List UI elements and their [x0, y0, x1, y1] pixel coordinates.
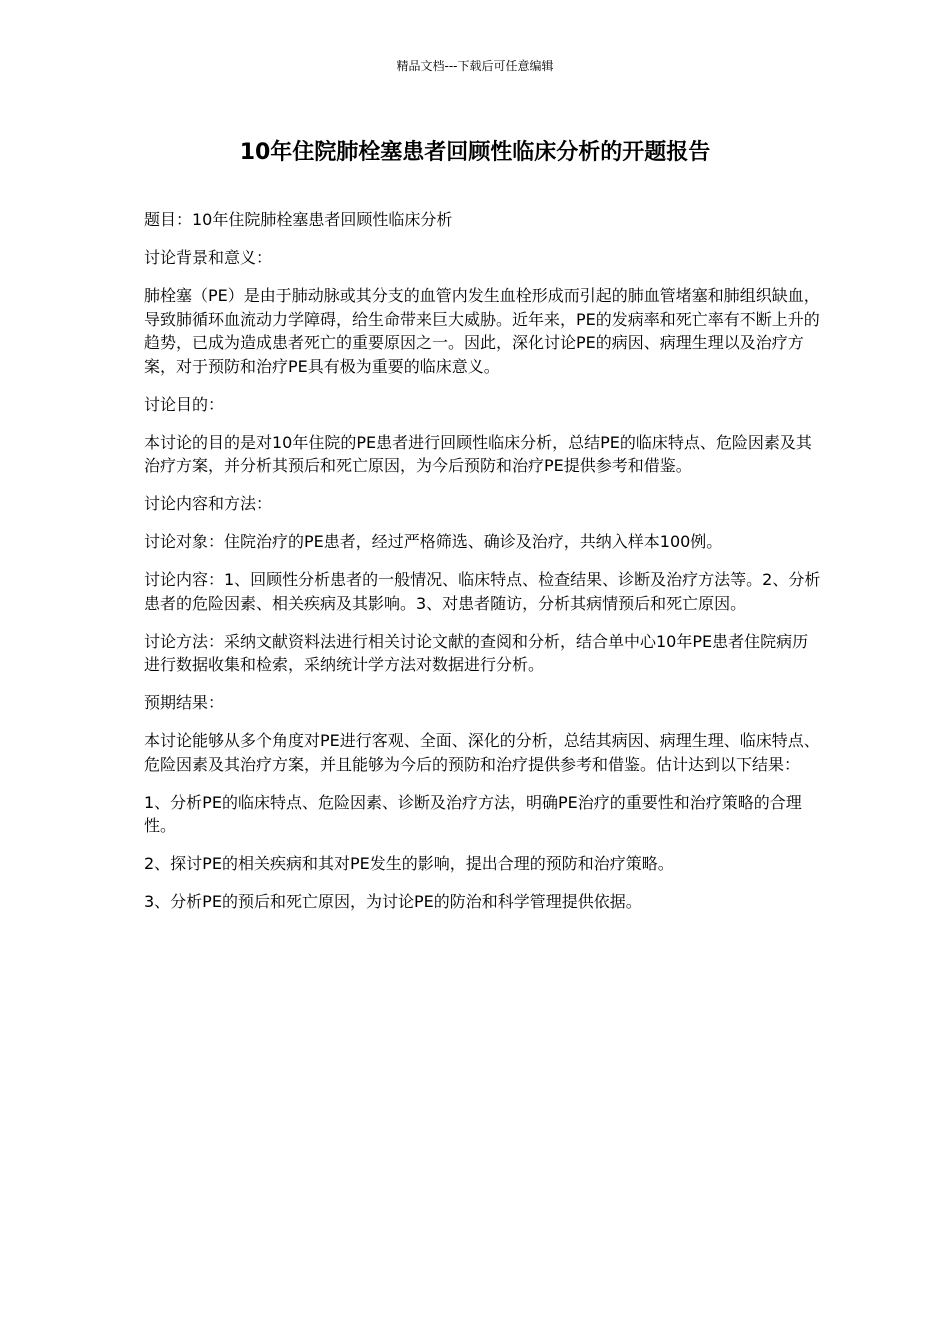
- document-body: [144, 208, 824, 928]
- paragraph-expected-results: 本讨论能够从多个角度对PE进行客观、全面、深化的分析，总结其病因、病理生理、临床特点、危险因素及其治疗方案，并且能够为今后的预防和治疗提供参考和借鉴。估计达到以下结果：: [144, 731, 820, 774]
- heading-background: 讨论背景和意义：: [144, 248, 273, 267]
- paragraph-subjects: 讨论对象：住院治疗的PE患者，经过严格筛选、确诊及治疗，共纳入样本100例。: [144, 532, 723, 551]
- paragraph-topic: 题目：10年住院肺栓塞患者回顾性临床分析: [144, 210, 453, 229]
- list-item-result-1: 1、分析PE的临床特点、危险因素、诊断及治疗方法，明确PE治疗的重要性和治疗策略的合理性。: [144, 792, 802, 835]
- document-title: 10年住院肺栓塞患者回顾性临床分析的开题报告: [239, 140, 711, 165]
- heading-content-methods: 讨论内容和方法：: [144, 494, 273, 513]
- paragraph-content: 讨论内容：1、回顾性分析患者的一般情况、临床特点、检查结果、诊断及治疗方法等。2、分析患者的危险因素、相关疾病及其影响。3、对患者随访，分析其病情预后和死亡原因。: [144, 570, 821, 613]
- paragraph-methods: 讨论方法：采纳文献资料法进行相关讨论文献的查阅和分析，结合单中心10年PE患者住院病历进行数据收集和检索，采纳统计学方法对数据进行分析。: [144, 631, 809, 674]
- paragraph-purpose: 本讨论的目的是对10年住院的PE患者进行回顾性临床分析，总结PE的临床特点、危险因素及其治疗方案，并分析其预后和死亡原因，为今后预防和治疗PE提供参考和借鉴。: [144, 432, 812, 475]
- paragraph-background: 肺栓塞（PE）是由于肺动脉或其分支的血管内发生血栓形成而引起的肺血管堵塞和肺组织缺血，导致肺循环血流动力学障碍，给生命带来巨大威胁。近年来，PE的发病率和死亡率有不断上升的趋势，已成为造成患者死亡的重要原因之一。因此，深化讨论PE的病因、病理生理以及治疗方案，对于预防和治疗PE具有极为重要的临床意义。: [144, 286, 820, 376]
- heading-expected-results: 预期结果：: [144, 693, 225, 712]
- list-item-result-2: 2、探讨PE的相关疾病和其对PE发生的影响，提出合理的预防和治疗策略。: [144, 854, 674, 873]
- header-note: 精品文档---下载后可任意编辑: [396, 59, 554, 73]
- list-item-result-3: 3、分析PE的预后和死亡原因，为讨论PE的防治和科学管理提供依据。: [144, 892, 642, 911]
- heading-purpose: 讨论目的：: [144, 394, 225, 414]
